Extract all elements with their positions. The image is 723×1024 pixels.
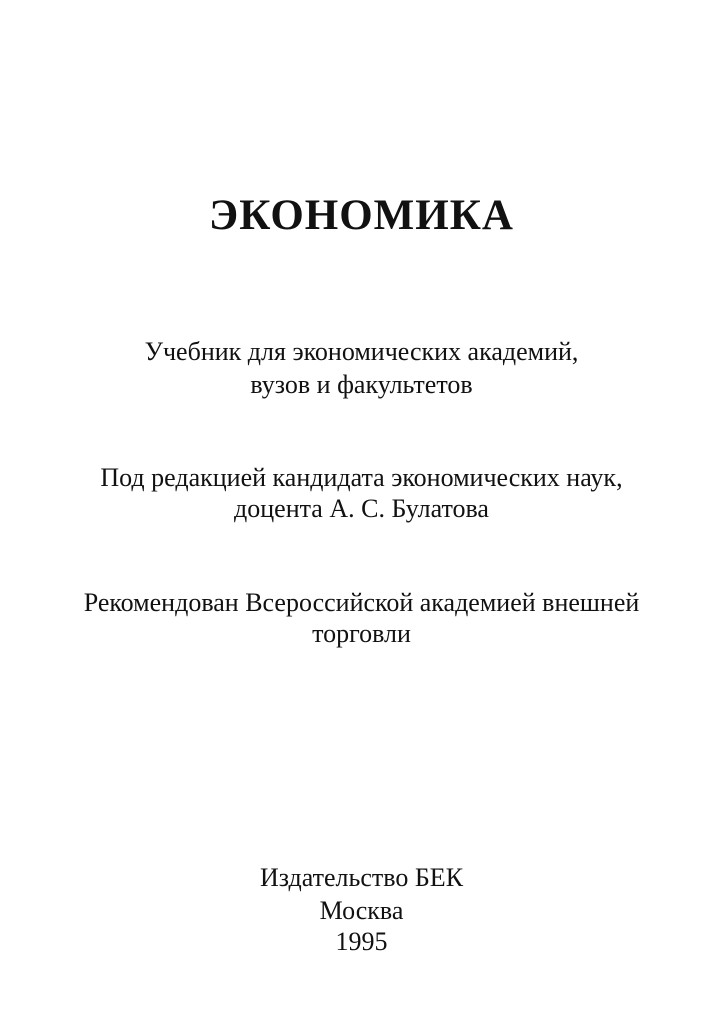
recommendation-line-1: Рекомендован Всероссийской академией внешней xyxy=(83,588,640,617)
subtitle-line-1: Учебник для экономических академий, xyxy=(144,337,579,366)
recommendation-line-2: торговли xyxy=(312,619,411,648)
book-title: ЭКОНОМИКА xyxy=(209,192,514,239)
publication-year: 1995 xyxy=(335,927,388,956)
subtitle-line-2: вузов и факультетов xyxy=(250,370,473,399)
publication-city: Москва xyxy=(319,896,404,925)
editor-line-2: доцента А. С. Булатова xyxy=(234,494,489,523)
editor-line-1: Под редакцией кандидата экономических наук, xyxy=(100,463,623,492)
publisher-name: Издательство БЕК xyxy=(259,863,464,892)
